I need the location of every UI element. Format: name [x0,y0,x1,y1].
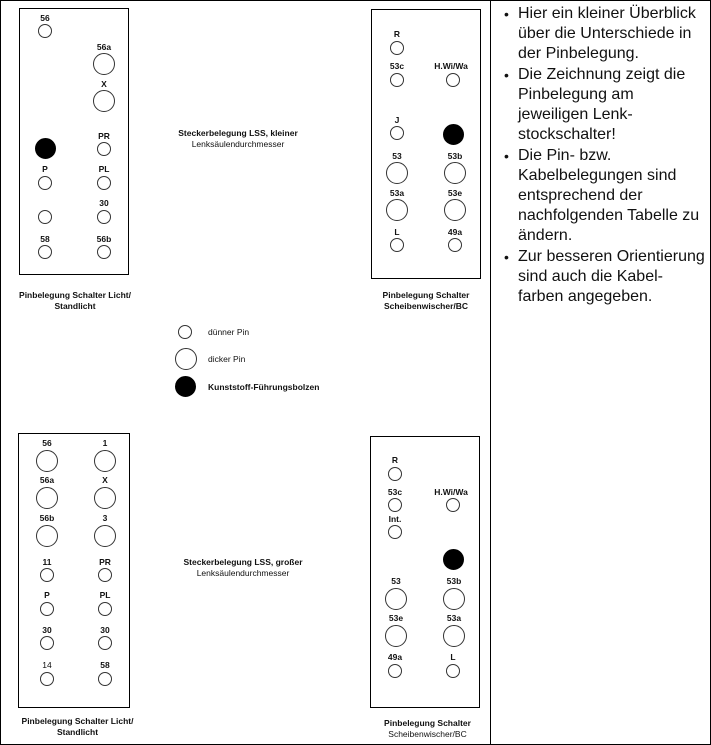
thin-pin [390,238,404,252]
guide-bolt [443,549,464,570]
pin-label: 56b [39,513,55,523]
pin-label: 53a [446,613,462,623]
thin-pin [98,636,112,650]
thin-pin [390,126,404,140]
note-item: • Zur besseren Orientierung sind auch die Kabel-farben angegeben. [494,247,708,307]
large-light-switch-caption [0,716,155,738]
caption-line: Pinbelegung Schalter Licht/ [19,290,131,300]
pin-label: 56b [96,234,112,244]
title-line: Steckerbelegung LSS, kleiner [178,128,298,138]
caption-line: Scheibenwischer/BC [388,729,467,739]
thick-pin [443,588,465,610]
small-wiper-switch-outline [371,9,481,279]
thin-pin [38,245,52,259]
guide-bolt [35,138,56,159]
pin-label: 53c [387,487,403,497]
thin-pin [40,672,54,686]
note-item: • Die Zeichnung zeigt die Pinbelegung am jeweiligen Lenk-stockschalter! [494,65,708,145]
pin-label: 58 [40,234,50,244]
thin-pin [40,602,54,616]
pin-label: 56 [40,13,50,23]
thin-pin [388,498,402,512]
small-diameter-title [138,128,338,150]
pin-label: 53 [392,151,402,161]
thin-pin [448,238,462,252]
thick-pin [36,525,58,547]
pin-label: 53e [447,188,463,198]
large-wiper-switch-caption [350,718,505,740]
thin-pin [446,73,460,87]
thin-pin [97,142,111,156]
thin-pin [40,568,54,582]
pin-label: 14 [42,660,52,670]
pin-label: 30 [42,625,52,635]
pin-label: 53b [446,576,462,586]
thin-pin [97,210,111,224]
thin-pin [38,176,52,190]
pin-label: H.Wi/Wa [434,61,468,71]
notes-list [494,4,708,308]
caption-line: Pinbelegung Schalter [384,718,471,728]
pin-label: H.Wi/Wa [434,487,468,497]
pin-label: PL [98,164,110,174]
legend-thick-pin [175,348,197,370]
note-item: • Die Pin- bzw. Kabelbelegungen sind entsprechend der nachfolgenden Tabelle zu ändern. [494,146,708,246]
pin-label: 56a [96,42,112,52]
pin-label: 53b [447,151,463,161]
pin-label: 30 [100,625,110,635]
pin-label: 56 [42,438,52,448]
pin-label: PL [99,590,111,600]
pin-label: PR [99,557,111,567]
thin-pin [97,245,111,259]
small-wiper-switch-caption [351,290,501,312]
thin-pin [390,73,404,87]
thin-pin [388,525,402,539]
small-light-switch-caption [0,290,150,312]
legend-bolt-label: Kunststoff-Führungsbolzen [208,382,320,392]
thick-pin [386,199,408,221]
thick-pin [93,53,115,75]
thick-pin [386,162,408,184]
pin-label: 58 [100,660,110,670]
thin-pin [97,176,111,190]
pin-label: Int. [388,514,402,524]
thick-pin [444,199,466,221]
thin-pin [98,602,112,616]
pin-label: 56a [39,475,55,485]
thin-pin [98,568,112,582]
pin-label: X [102,475,108,485]
thin-pin [446,664,460,678]
large-diameter-title [143,557,343,579]
pin-label: L [450,652,456,662]
thick-pin [36,487,58,509]
title-line: Steckerbelegung LSS, großer [183,557,303,567]
caption-line: Pinbelegung Schalter [382,290,470,300]
pin-label: 11 [42,557,52,567]
pin-label: P [42,164,48,174]
caption-line: Standlicht [56,727,99,737]
pin-label: P [44,590,50,600]
thick-pin [444,162,466,184]
thin-pin [40,636,54,650]
thin-pin [446,498,460,512]
caption-line: Standlicht [54,301,96,311]
thin-pin [38,210,52,224]
title-line: Lenksäulendurchmesser [196,568,290,578]
guide-bolt [443,124,464,145]
legend-thin-label: dünner Pin [208,327,250,337]
pin-label: R [393,29,401,39]
pin-label: PR [98,131,110,141]
thick-pin [36,450,58,472]
legend-thin-pin [178,325,192,339]
column-divider [490,0,491,745]
legend-guide-bolt [175,376,196,397]
pin-label: 53 [391,576,401,586]
pin-label: J [394,115,400,125]
thick-pin [443,625,465,647]
caption-line: Pinbelegung Schalter Licht/ [21,716,134,726]
pin-label: 1 [102,438,108,448]
pin-label: 53e [388,613,404,623]
pin-label: 30 [99,198,109,208]
thick-pin [385,625,407,647]
pin-label: L [394,227,400,237]
note-item: • Hier ein kleiner Überblick über die Unterschiede in der Pinbelegung. [494,4,708,64]
thin-pin [98,672,112,686]
title-line: Lenksäulendurchmesser [191,139,285,149]
pin-label: 53a [389,188,405,198]
thick-pin [93,90,115,112]
pin-label: R [391,455,399,465]
legend-thick-label: dicker Pin [208,354,246,364]
thin-pin [388,467,402,481]
caption-line: Scheibenwischer/BC [383,301,469,311]
pin-label: 49a [447,227,463,237]
pin-label: 3 [102,513,108,523]
thick-pin [385,588,407,610]
thick-pin [94,487,116,509]
thin-pin [390,41,404,55]
pin-label: 53c [389,61,405,71]
pin-label: X [101,79,107,89]
pin-label: 49a [387,652,403,662]
thin-pin [388,664,402,678]
thick-pin [94,450,116,472]
thick-pin [94,525,116,547]
large-wiper-switch-outline [370,436,480,708]
thin-pin [38,24,52,38]
